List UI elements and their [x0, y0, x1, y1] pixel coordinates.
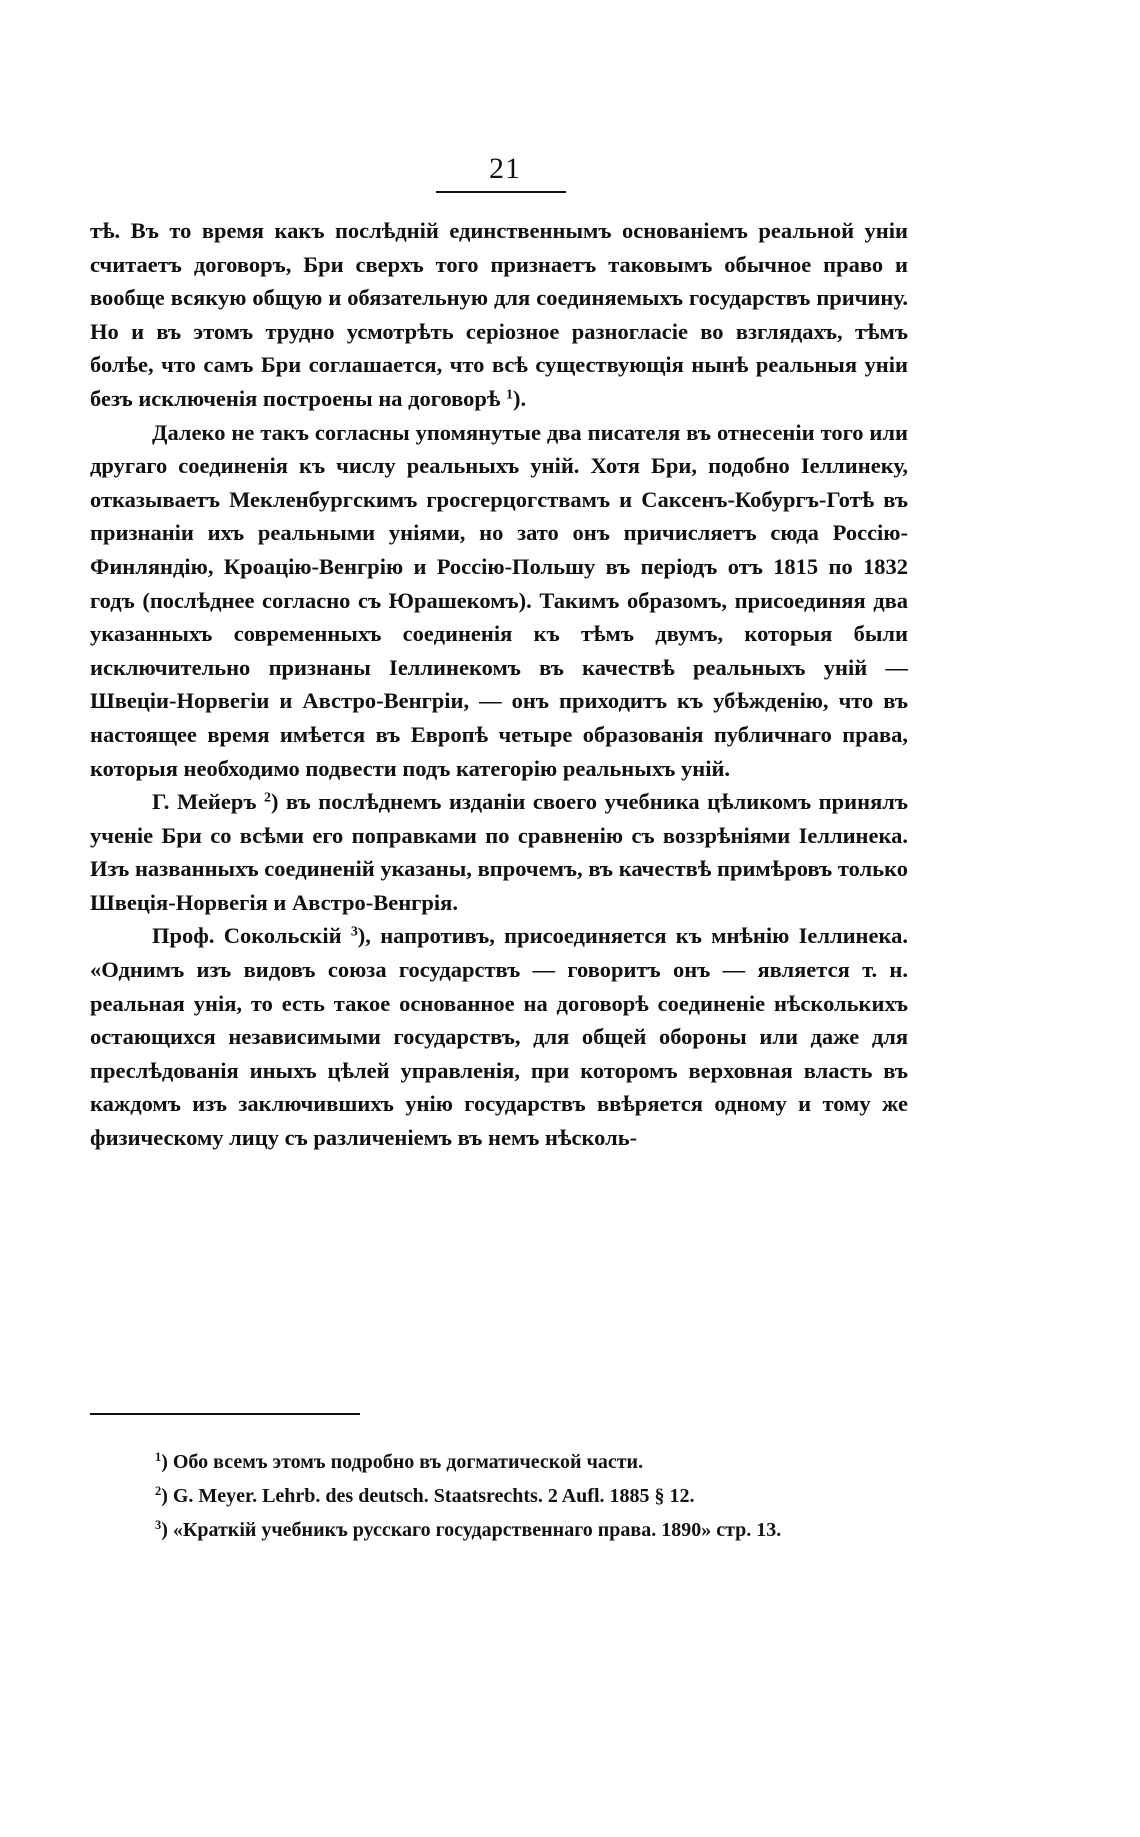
footnote-ref-2: 2 [264, 790, 271, 806]
paragraph-4-text-end: ), напротивъ, присоединяется къ мнѣнію Іеллинека. «Однимъ изъ видовъ союза государствъ — говоритъ онъ — является т. н. реальная унія, то есть такое основанное на договорѣ соединеніе нѣсколькихъ остающихся независимыми государствъ, для общей обороны или даже для преслѣдованія иныхъ цѣлей управленія, при которомъ верховная власть въ каждомъ изъ заключившихъ унію государствъ ввѣряется одному и тому же физическому лицу съ различеніемъ въ немъ нѣсколь- [90, 923, 909, 1151]
footnote-1-text: ) Обо всемъ этомъ подробно въ догматической части. [161, 1451, 644, 1473]
paragraph-1 [90, 214, 908, 416]
page-number-rule [436, 191, 566, 193]
paragraph-3 [90, 785, 908, 919]
footnote-3-mark: 3 [155, 1518, 162, 1533]
paragraph-3-text-end: ) въ послѣднемъ изданіи своего учебника цѣликомъ принялъ ученіе Бри со всѣми его поправками по сравненію съ воззрѣніями Іеллинека. Изъ названныхъ соединеній указаны, впрочемъ, въ качествѣ примѣровъ только Швеція-Норвегія и Австро-Венгрія. [90, 789, 908, 915]
footnote-3-text: ) «Краткій учебникъ русскаго государственнаго права. 1890» стр. 13. [161, 1519, 782, 1541]
footnote-ref-1: 1 [506, 387, 514, 403]
footnote-2 [155, 1479, 915, 1513]
footnote-ref-3: 3 [350, 924, 358, 940]
paragraph-2: Далеко не такъ согласны упомянутые два писателя въ отнесеніи того или другаго соединенія къ числу реальныхъ уній. Хотя Бри, подобно Іеллинеку, отказываетъ Мекленбургскимъ гросгерцогствамъ и Саксенъ-Кобургъ-Готѣ въ признаніи ихъ реальными уніями, но зато онъ причисляетъ сюда Россію-Финляндію, Кроацію-Венгрію и Россію-Польшу въ періодъ отъ 1815 по 1832 годъ (послѣднее согласно съ Юрашекомъ). Такимъ образомъ, присоединяя два указанныхъ современныхъ соединенія къ тѣмъ двумъ, которыя были исключительно признаны Іеллинекомъ въ качествѣ реальныхъ уній — Швеціи-Норвегіи и Австро-Венгріи, — онъ приходитъ къ убѣжденію, что въ настоящее время имѣется въ Европѣ четыре образованія публичнаго права, которыя необходимо подвести подъ категорію реальныхъ уній. [90, 419, 908, 781]
footnote-separator [90, 1413, 360, 1415]
footnote-2-mark: 2 [155, 1484, 162, 1499]
paragraph-4-text: Проф. Сокольскій [152, 923, 351, 949]
paragraph-3-text: Г. Мейеръ [152, 789, 265, 815]
footnote-2-text: ) G. Meyer. Lehrb. des deutsch. Staatsrechts. 2 Aufl. 1885 § 12. [161, 1485, 695, 1507]
paragraph-1-text: тѣ. Въ то время какъ послѣдній единственнымъ основаніемъ реальной уніи считаетъ договоръ, Бри сверхъ того признаетъ таковымъ обычное право и вообще всякую общую и обязательную для соединяемыхъ государствъ причину. Но и въ этомъ трудно усмотрѣть серіозное разногласіе во взглядахъ, тѣмъ болѣе, что самъ Бри соглашается, что всѣ существующія нынѣ реальныя уніи безъ исключенія построены на договорѣ [90, 218, 908, 411]
page-number: 21 [489, 152, 521, 185]
footnotes [155, 1445, 915, 1547]
footnote-3 [155, 1513, 915, 1547]
body-text [90, 214, 908, 1155]
paragraph-4 [90, 919, 908, 1154]
footnote-1-mark: 1 [155, 1450, 162, 1465]
footnote-1 [155, 1445, 915, 1479]
paragraph-1-text-end: ). [513, 385, 527, 411]
